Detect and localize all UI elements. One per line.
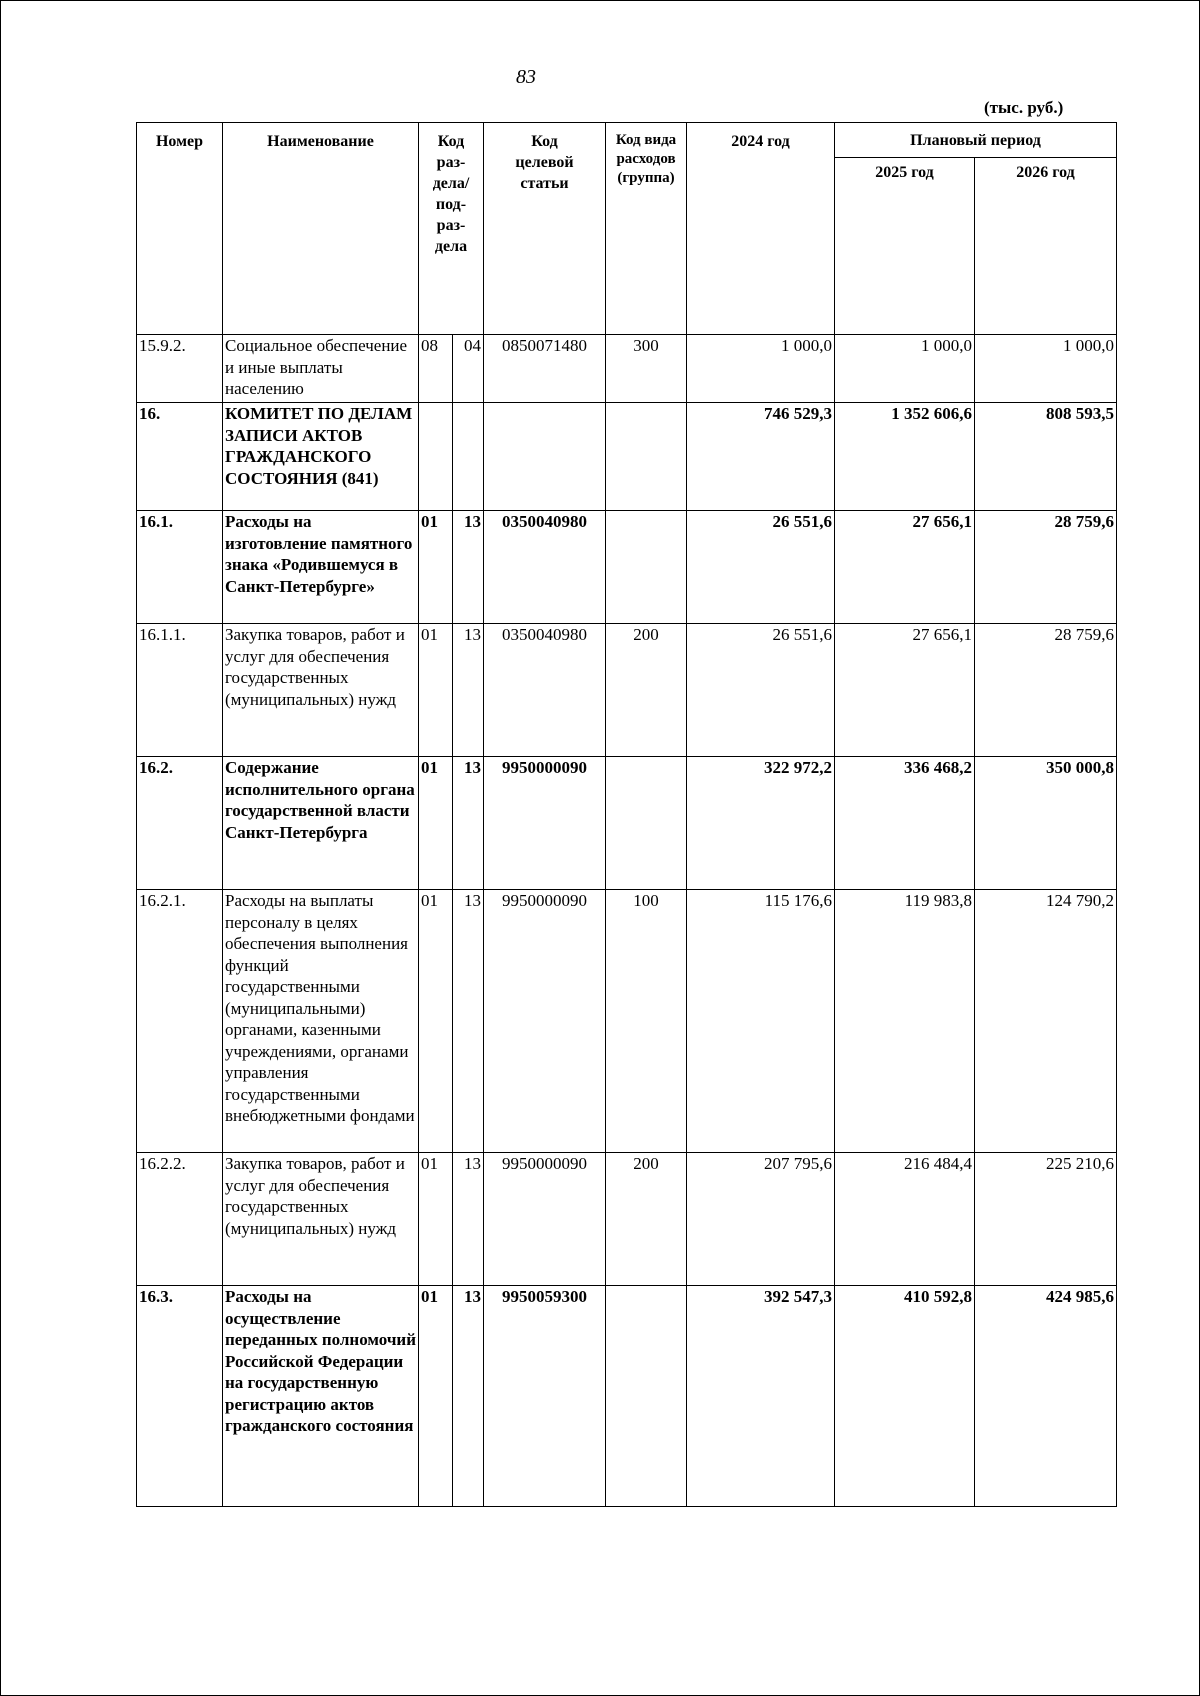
row-2026: 808 593,5: [975, 403, 1117, 511]
table-row: [137, 1286, 1117, 1507]
row-number: 16.: [137, 403, 223, 511]
row-2025: 119 983,8: [835, 890, 975, 1153]
row-name: Социальное обеспечение и иные выплаты населению: [223, 335, 419, 403]
row-2026: 1 000,0: [975, 335, 1117, 403]
row-name: Закупка товаров, работ и услуг для обеспечения государственных (муниципальных) нужд: [223, 624, 419, 757]
table-row: [137, 1153, 1117, 1286]
row-2024: 115 176,6: [687, 890, 835, 1153]
row-section: 08: [419, 335, 453, 403]
row-2024: 26 551,6: [687, 511, 835, 624]
row-target: 9950000090: [484, 757, 606, 890]
row-target: [484, 403, 606, 511]
row-number: 16.2.: [137, 757, 223, 890]
row-name: Закупка товаров, работ и услуг для обеспечения государственных (муниципальных) нужд: [223, 1153, 419, 1286]
row-2024: 746 529,3: [687, 403, 835, 511]
row-target: 0850071480: [484, 335, 606, 403]
row-name: КОМИТЕТ ПО ДЕЛАМ ЗАПИСИ АКТОВ ГРАЖДАНСКОГО СОСТОЯНИЯ (841): [223, 403, 419, 511]
row-2025: 27 656,1: [835, 511, 975, 624]
header-2024: 2024 год: [687, 123, 835, 335]
row-2025: 1 352 606,6: [835, 403, 975, 511]
row-expense-type: 300: [606, 335, 687, 403]
row-number: 16.2.2.: [137, 1153, 223, 1286]
row-section: 01: [419, 624, 453, 757]
row-subsection: 04: [453, 335, 484, 403]
row-target: 0350040980: [484, 511, 606, 624]
header-section: Код раз-дела/ под-раз-дела: [419, 123, 484, 335]
page-number: 83: [516, 66, 536, 88]
header-name: Наименование: [223, 123, 419, 335]
row-expense-type: 200: [606, 1153, 687, 1286]
row-expense-type: 200: [606, 624, 687, 757]
row-2026: 225 210,6: [975, 1153, 1117, 1286]
table-row: [137, 335, 1117, 403]
header-expense-type: Код вида расходов (группа): [606, 123, 687, 335]
row-section: 01: [419, 511, 453, 624]
row-expense-type: [606, 403, 687, 511]
row-2026: 124 790,2: [975, 890, 1117, 1153]
row-subsection: 13: [453, 1286, 484, 1507]
header-2026: 2026 год: [975, 158, 1117, 335]
row-2025: 216 484,4: [835, 1153, 975, 1286]
row-section: [419, 403, 453, 511]
table-row: [137, 511, 1117, 624]
row-subsection: 13: [453, 624, 484, 757]
row-target: 0350040980: [484, 624, 606, 757]
header-target: Код целевой статьи: [484, 123, 606, 335]
row-2026: 424 985,6: [975, 1286, 1117, 1507]
table-row: [137, 624, 1117, 757]
row-2026: 350 000,8: [975, 757, 1117, 890]
row-2025: 1 000,0: [835, 335, 975, 403]
row-subsection: 13: [453, 511, 484, 624]
row-subsection: 13: [453, 1153, 484, 1286]
header-number: Номер: [137, 123, 223, 335]
row-2024: 26 551,6: [687, 624, 835, 757]
row-subsection: 13: [453, 890, 484, 1153]
row-section: 01: [419, 890, 453, 1153]
row-name: Расходы на изготовление памятного знака «Родившемуся в Санкт-Петербурге»: [223, 511, 419, 624]
row-section: 01: [419, 1286, 453, 1507]
row-name: Содержание исполнительного органа государственной власти Санкт-Петербурга: [223, 757, 419, 890]
row-2025: 336 468,2: [835, 757, 975, 890]
row-subsection: 13: [453, 757, 484, 890]
row-number: 16.1.: [137, 511, 223, 624]
row-section: 01: [419, 1153, 453, 1286]
row-2024: 207 795,6: [687, 1153, 835, 1286]
row-expense-type: [606, 511, 687, 624]
table-row: [137, 403, 1117, 511]
header-2025: 2025 год: [835, 158, 975, 335]
row-2025: 27 656,1: [835, 624, 975, 757]
row-target: 9950059300: [484, 1286, 606, 1507]
row-number: 15.9.2.: [137, 335, 223, 403]
budget-table: [136, 122, 1117, 1507]
row-name: Расходы на осуществление переданных полномочий Российской Федерации на государственную регистрацию актов гражданского состояния: [223, 1286, 419, 1507]
row-expense-type: [606, 757, 687, 890]
table-row: [137, 757, 1117, 890]
units-label: (тыс. руб.): [984, 98, 1064, 117]
row-number: 16.2.1.: [137, 890, 223, 1153]
row-2024: 1 000,0: [687, 335, 835, 403]
row-expense-type: [606, 1286, 687, 1507]
table-row: [137, 890, 1117, 1153]
row-expense-type: 100: [606, 890, 687, 1153]
row-2024: 322 972,2: [687, 757, 835, 890]
row-2025: 410 592,8: [835, 1286, 975, 1507]
row-target: 9950000090: [484, 1153, 606, 1286]
header-plan-period: Плановый период: [835, 123, 1117, 158]
row-section: 01: [419, 757, 453, 890]
row-subsection: [453, 403, 484, 511]
row-name: Расходы на выплаты персоналу в целях обеспечения выполнения функций государственными (муниципальными) органами, казенными учреждениями, органами управления государственными внебюджетными фондами: [223, 890, 419, 1153]
row-2026: 28 759,6: [975, 511, 1117, 624]
row-2024: 392 547,3: [687, 1286, 835, 1507]
row-number: 16.1.1.: [137, 624, 223, 757]
row-number: 16.3.: [137, 1286, 223, 1507]
row-target: 9950000090: [484, 890, 606, 1153]
row-2026: 28 759,6: [975, 624, 1117, 757]
